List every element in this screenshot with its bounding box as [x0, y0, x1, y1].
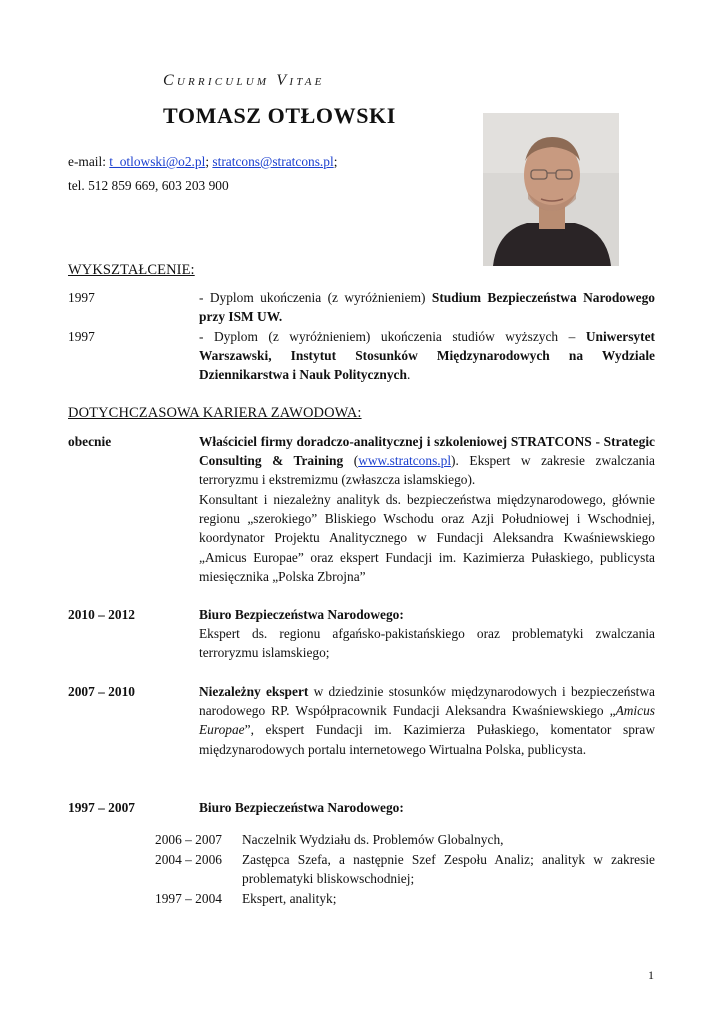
career-1997-label: 1997 – 2007: [68, 800, 135, 815]
career-2007-title: Niezależny ekspert: [199, 684, 309, 699]
person-name: TOMASZ OTŁOWSKI: [163, 103, 396, 128]
email-link-2[interactable]: stratcons@stratcons.pl: [212, 154, 334, 169]
education-heading: WYKSZTAŁCENIE:: [68, 262, 195, 278]
sub-role-years: 1997 – 2004: [155, 891, 222, 906]
career-1997-employer: Biuro Bezpieczeństwa Narodowego:: [199, 800, 404, 815]
email-end: ;: [333, 154, 338, 169]
email-link-1[interactable]: t_otlowski@o2.pl: [109, 154, 206, 169]
career-current-desc: ). Ekspert w zakresie zwalczania terroryzmu i ekstremizmu (zwłaszcza islamskiego).: [199, 453, 655, 488]
career-2007-label: 2007 – 2010: [68, 684, 135, 699]
page-number: 1: [648, 968, 654, 982]
sub-role-text: Ekspert, analityk;: [242, 891, 337, 906]
education-entry-2-end: .: [406, 367, 411, 383]
career-2007-foundation: Amicus Europae: [199, 703, 655, 738]
email-line: [68, 154, 337, 170]
career-2007-desc-a: w dziedzinie stosunków międzynarodowych i bezpieczeństwa narodowego RP. Współpracownik Fundacji Aleksandra Kwaśniewskiego „: [199, 684, 655, 719]
education-entry-2-institution: Uniwersytet Warszawski, Instytut Stosunków Międzynarodowych na Wydziale Dziennikarstwa i Nauk Politycznych: [199, 329, 655, 383]
career-current-entry-2: Konsultant i niezależny analityk ds. bezpieczeństwa międzynarodowego, głównie regionu „szerokiego” Bliskiego Wschodu oraz Azji Południowej i Wschodniej, koordynator Projektu Analitycznego w Fundacji Aleksandra Kwaśniewskiego „Amicus Europae” oraz ekspert Fundacji im. Kazimierza Pułaskiego, publicysta miesięcznika „Polska Zbrojna”: [199, 492, 655, 584]
career-2007-desc-b: ”, ekspert Fundacji im. Kazimierza Pułaskiego, komentator spraw międzynarodowych portalu internetowego Wirtualna Polska, publicysta.: [199, 722, 655, 757]
career-current-paren: (: [343, 453, 359, 469]
education-entry-1: [199, 288, 655, 326]
sub-role-text: Naczelnik Wydziału ds. Problemów Globalnych,: [242, 832, 504, 847]
stratcons-website-link[interactable]: www.stratcons.pl: [358, 453, 452, 469]
career-current-entry: [199, 432, 655, 490]
sub-role-text: Zastępca Szefa, a następnie Szef Zespołu Analiz; analityk w zakresie problematyki bliskowschodniej;: [242, 852, 655, 887]
career-2007-entry: [199, 682, 655, 759]
education-year-1: 1997: [68, 290, 95, 305]
career-2010-label: 2010 – 2012: [68, 607, 135, 622]
education-entry-2: [199, 327, 655, 385]
cv-title: Curriculum Vitae: [163, 72, 325, 89]
email-label: e-mail:: [68, 154, 110, 169]
career-2010-employer: Biuro Bezpieczeństwa Narodowego:: [199, 607, 404, 622]
career-2010-desc: Ekspert ds. regionu afgańsko-pakistańskiego oraz problematyki zwalczania terroryzmu islamskiego;: [199, 626, 655, 661]
education-entry-2-text: - Dyplom (z wyróżnieniem) ukończenia studiów wyższych –: [199, 329, 586, 344]
education-year-2: 1997: [68, 329, 95, 344]
sub-role-years: 2006 – 2007: [155, 832, 222, 847]
sub-role-years: 2004 – 2006: [155, 852, 222, 867]
education-entry-1-institution: Studium Bezpieczeństwa Narodowego przy ISM UW.: [199, 290, 655, 325]
profile-photo: [483, 113, 619, 266]
education-entry-1-text: - Dyplom ukończenia (z wyróżnieniem): [199, 290, 432, 305]
email-separator: ;: [205, 154, 213, 169]
phone-line: tel. 512 859 669, 603 203 900: [68, 178, 229, 193]
career-heading: DOTYCHCZASOWA KARIERA ZAWODOWA:: [68, 405, 362, 421]
portrait-image: [483, 113, 619, 266]
career-current-label: obecnie: [68, 434, 112, 449]
career-2010-entry: [199, 605, 655, 663]
career-current-title: Właściciel firmy doradczo-analitycznej i szkoleniowej STRATCONS - Strategic Consulting & Training: [199, 434, 655, 469]
